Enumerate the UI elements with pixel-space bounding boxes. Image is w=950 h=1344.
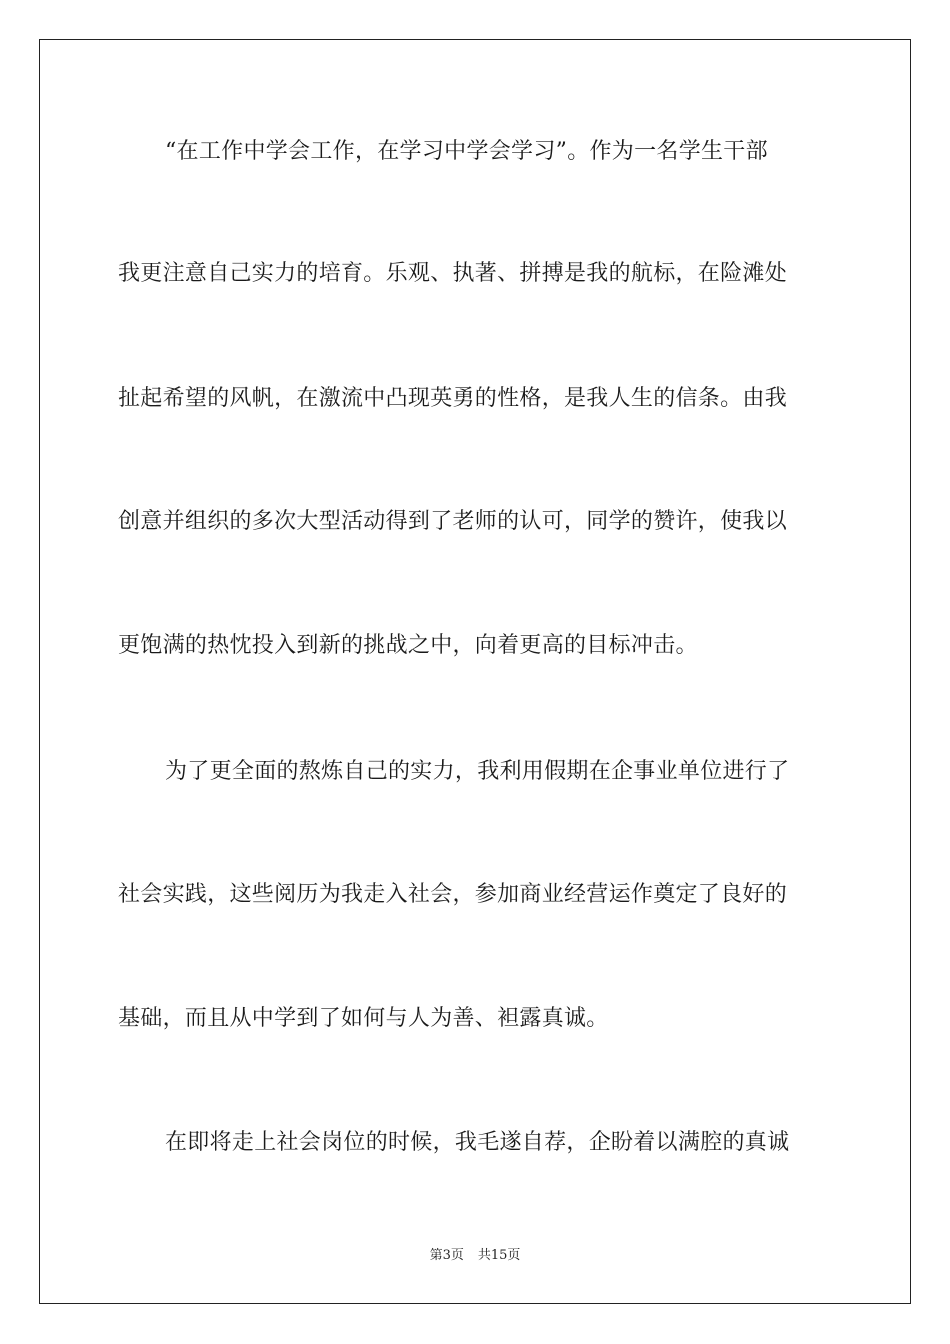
paragraph-line-3: 扯起希望的风帆，在激流中凸现英勇的性格，是我人生的信条。由我 <box>118 386 788 411</box>
paragraph-line-6: 为了更全面的熬炼自己的实力，我利用假期在企事业单位进行了 <box>165 759 790 784</box>
page-border <box>39 39 911 1304</box>
page-footer <box>0 1247 950 1265</box>
paragraph-line-8: 基础，而且从中学到了如何与人为善、袒露真诚。 <box>118 1006 609 1031</box>
paragraph-line-7: 社会实践，这些阅历为我走入社会，参加商业经营运作奠定了良好的 <box>118 882 788 907</box>
paragraph-line-4: 创意并组织的多次大型活动得到了老师的认可，同学的赞许，使我以 <box>118 509 788 534</box>
page-number-current: 第3页 <box>429 1248 464 1263</box>
paragraph-line-2: 我更注意自己实力的培育。乐观、执著、拼搏是我的航标，在险滩处 <box>118 261 788 286</box>
page-number-total: 共15页 <box>477 1248 521 1263</box>
paragraph-line-5: 更饱满的热忱投入到新的挑战之中，向着更高的目标冲击。 <box>118 633 698 658</box>
paragraph-line-9: 在即将走上社会岗位的时候，我毛遂自荐，企盼着以满腔的真诚 <box>165 1130 790 1155</box>
paragraph-line-1: “在工作中学会工作，在学习中学会学习”。作为一名学生干部 <box>165 139 768 164</box>
